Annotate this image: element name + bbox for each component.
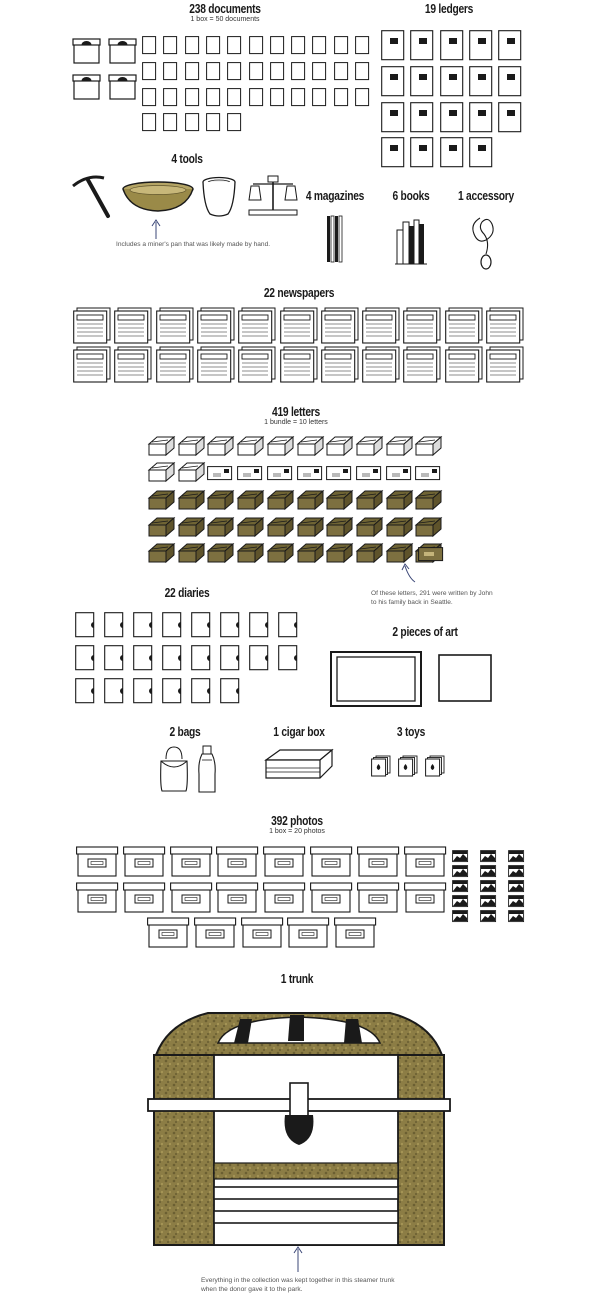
photo-print-icon [508, 910, 525, 923]
photo-box-icon [334, 917, 376, 949]
magazines-title: 4 magazines [305, 189, 365, 203]
photo-box-icon [263, 882, 305, 914]
photo-box-icon [123, 846, 165, 878]
photo-print-icon [508, 880, 525, 893]
photo-box-icon [310, 846, 352, 878]
photo-print-icon [508, 865, 525, 878]
photo-box-icon [287, 917, 329, 949]
letters-caption-line1: Of these letters, 291 were written by John [371, 590, 493, 597]
photo-box-icon [170, 846, 212, 878]
letters-title: 419 letters [271, 405, 321, 419]
photo-box-icon [194, 917, 236, 949]
newspapers-title: 22 newspapers [263, 286, 335, 300]
photo-print-icon [452, 910, 469, 923]
photo-box-icon [170, 882, 212, 914]
photo-print-icon [452, 880, 469, 893]
trunk-caption-line2: when the donor gave it to the park. [201, 1286, 303, 1293]
photo-print-icon [480, 880, 497, 893]
photo-box-icon [76, 846, 118, 878]
photo-print-icon [452, 865, 469, 878]
art-title: 2 pieces of art [392, 625, 458, 639]
documents-title: 238 documents [189, 2, 261, 16]
letters-caption-line2: to his family back in Seattle. [371, 599, 453, 606]
ledgers-title: 19 ledgers [424, 2, 474, 16]
trunk-title: 1 trunk [280, 972, 314, 986]
bags-title: 2 bags [169, 725, 201, 739]
photo-box-icon [123, 882, 165, 914]
photo-print-icon [452, 895, 469, 908]
photos-subtitle: 1 box = 20 photos [269, 828, 325, 835]
photo-box-icon [241, 917, 283, 949]
photo-print-icon [480, 865, 497, 878]
photo-box-icon [404, 846, 446, 878]
documents-subtitle: 1 box = 50 documents [190, 16, 260, 23]
cigar-box-title: 1 cigar box [273, 725, 325, 739]
photo-box-icon [147, 917, 189, 949]
tools-caption: Includes a miner's pan that was likely made by hand. [116, 241, 271, 248]
photo-box-icon [357, 846, 399, 878]
trunk-arrow-icon [292, 1245, 304, 1273]
photo-box-icon [216, 882, 258, 914]
photo-print-icon [480, 850, 497, 863]
letters-subtitle: 1 bundle = 10 letters [264, 419, 328, 426]
photo-box-icon [263, 846, 305, 878]
photo-box-icon [76, 882, 118, 914]
photo-box-icon [216, 846, 258, 878]
diaries-title: 22 diaries [164, 586, 210, 600]
photo-print-icon [452, 850, 469, 863]
photo-print-icon [508, 895, 525, 908]
photo-print-icon [480, 895, 497, 908]
photo-box-icon [357, 882, 399, 914]
photo-print-icon [508, 850, 525, 863]
photo-print-icon [480, 910, 497, 923]
books-title: 6 books [392, 189, 430, 203]
photo-box-icon [310, 882, 352, 914]
toys-title: 3 toys [396, 725, 426, 739]
photo-box-icon [404, 882, 446, 914]
steamer-trunk-icon [148, 1003, 450, 1247]
tools-title: 4 tools [171, 152, 203, 166]
trunk-caption-line1: Everything in the collection was kept together in this steamer trunk [201, 1277, 395, 1284]
accessory-title: 1 accessory [457, 189, 515, 203]
photos-title: 392 photos [271, 814, 323, 828]
